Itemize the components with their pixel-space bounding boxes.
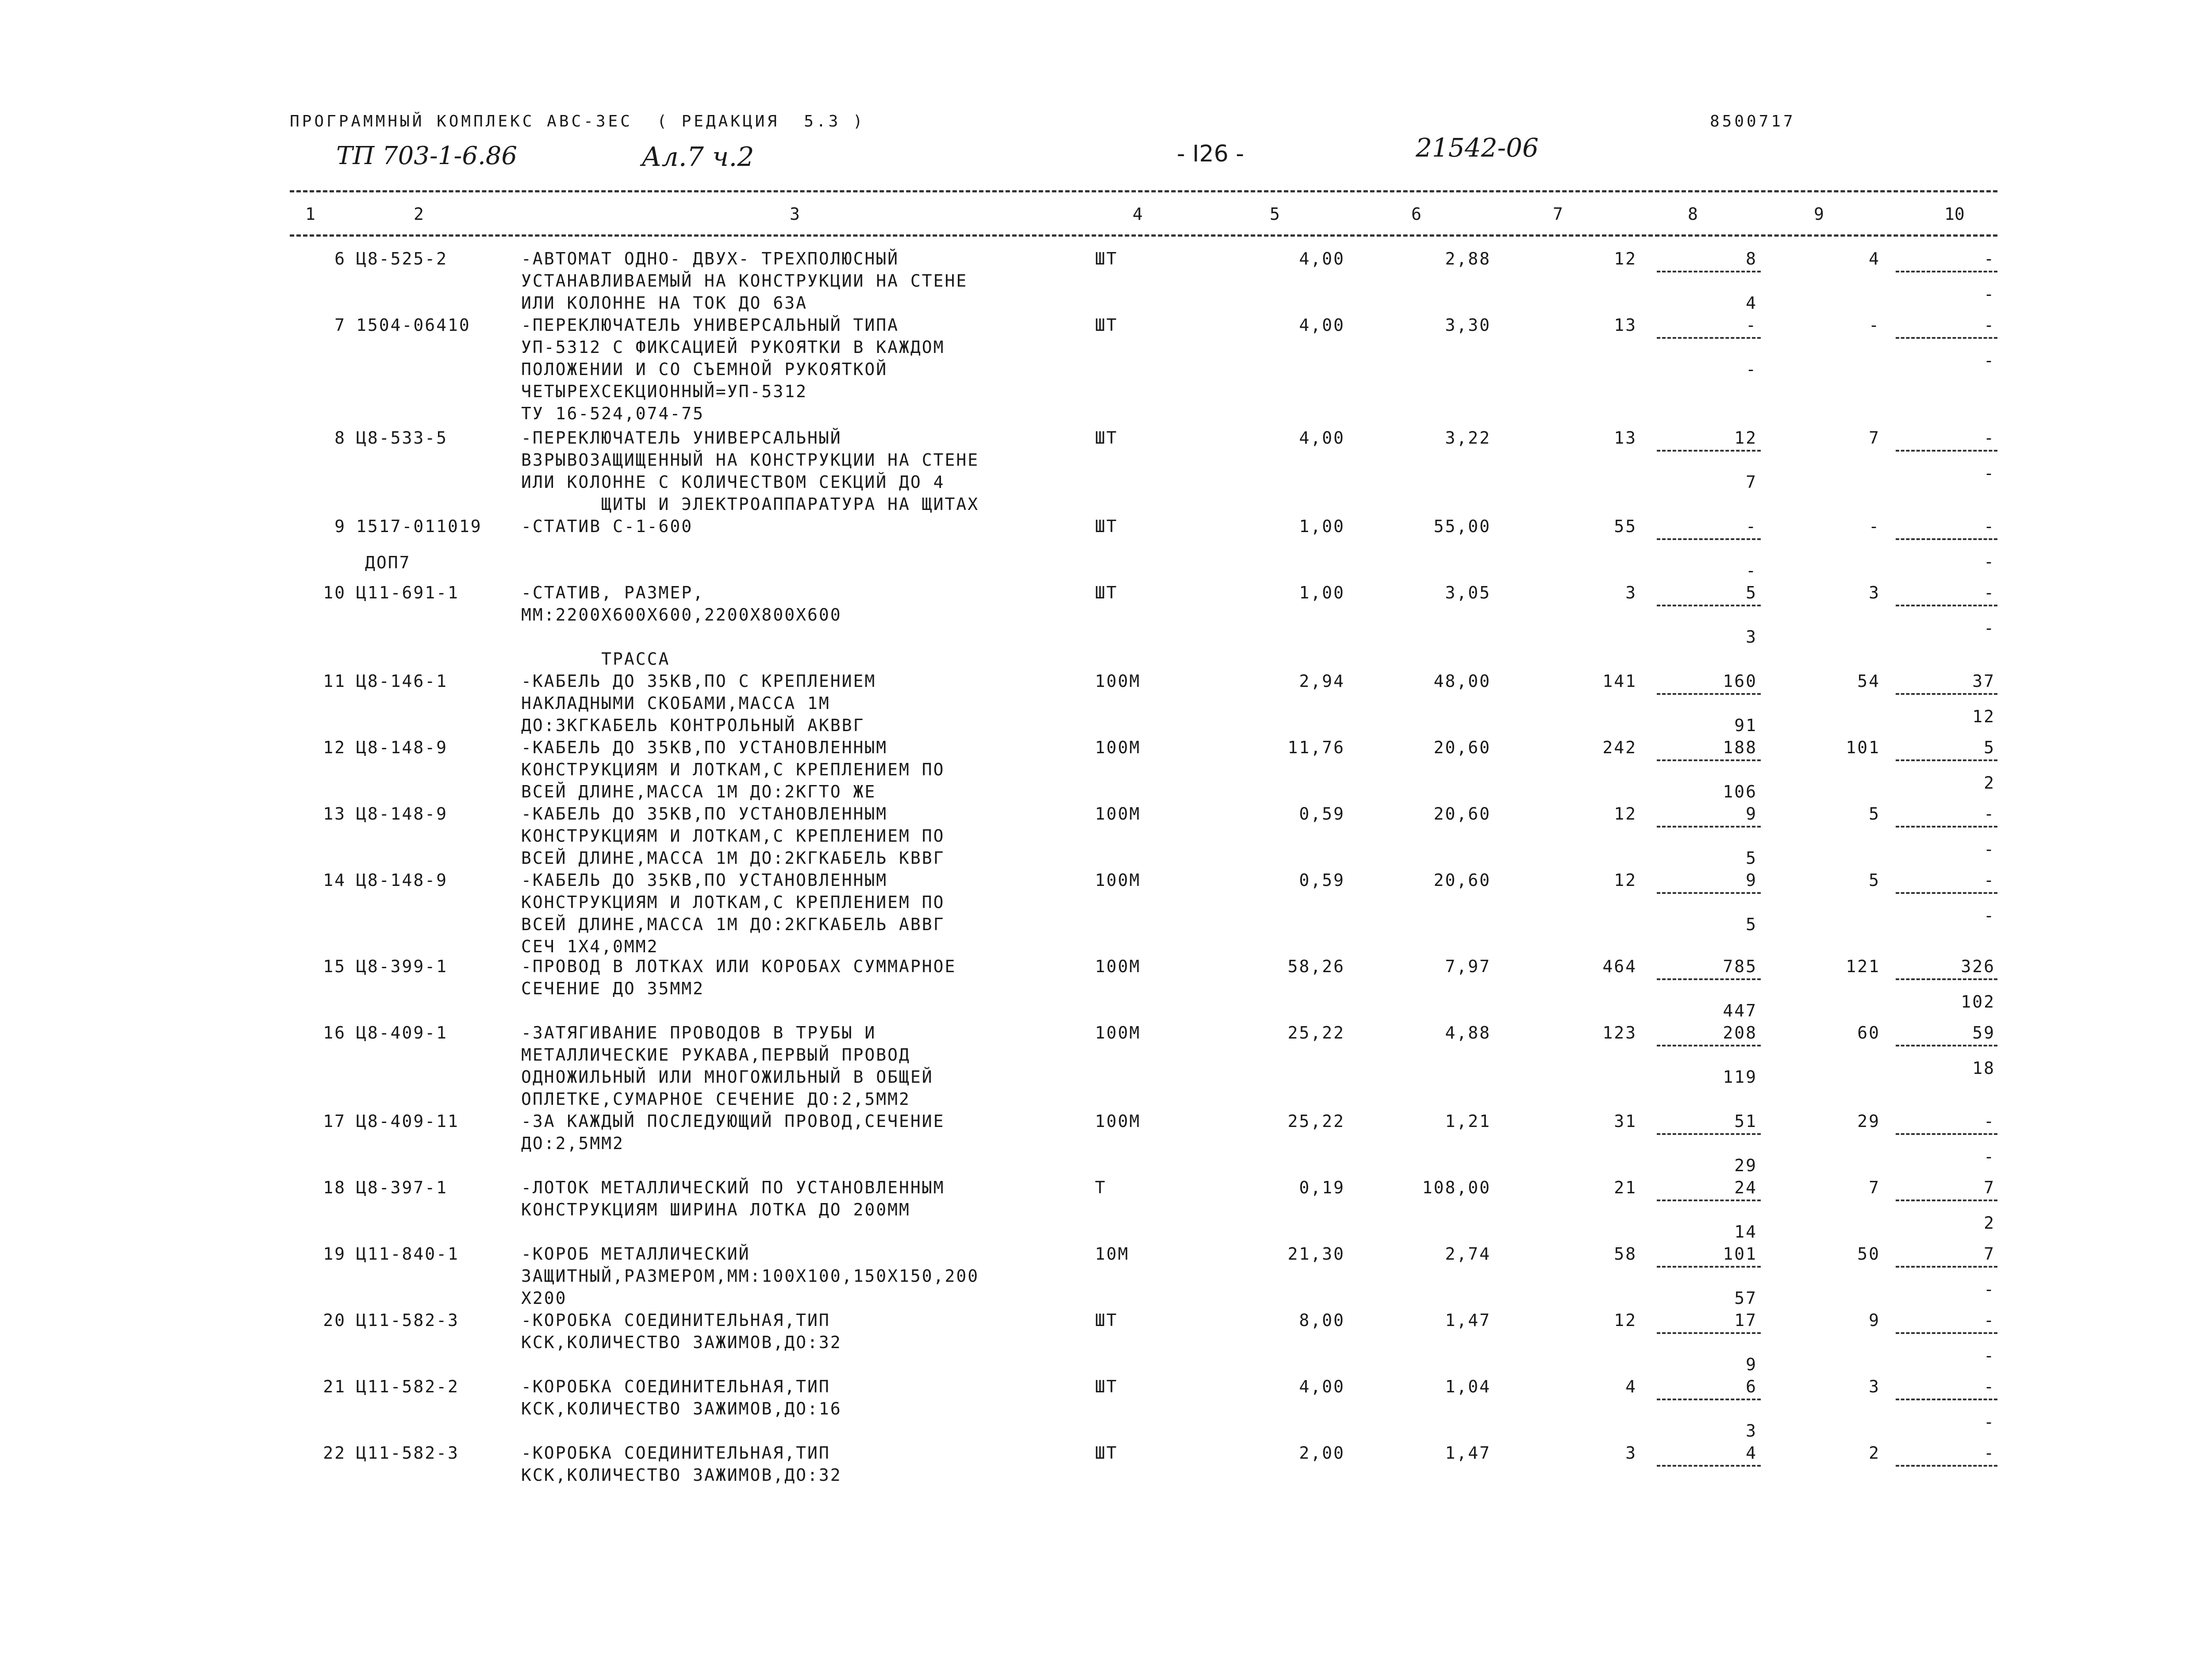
col9-value: 9: [1869, 1311, 1880, 1330]
unit: ШТ: [1095, 1377, 1118, 1396]
item-code: Ц8-533-5: [356, 428, 448, 448]
cell-separator: [1657, 1133, 1761, 1135]
col8-subvalue: 7: [1746, 472, 1757, 492]
item-description: -ПЕРЕКЛЮЧАТЕЛЬ УНИВЕРСАЛЬНЫЙ: [521, 428, 842, 448]
cell-separator: [1896, 1399, 1997, 1400]
quantity: 25,22: [1287, 1111, 1345, 1131]
quantity: 4,00: [1299, 315, 1345, 335]
unit: 100М: [1095, 804, 1141, 824]
item-description: -ПЕРЕКЛЮЧАТЕЛЬ УНИВЕРСАЛЬНЫЙ ТИПА: [521, 315, 899, 335]
item-description: -АВТОМАТ ОДНО- ДВУХ- ТРЕХПОЛЮСНЫЙ: [521, 249, 899, 268]
cell-separator: [1657, 1399, 1761, 1400]
col10-subvalue: -: [1984, 906, 1995, 925]
item-description: КОНСТРУКЦИЯМ И ЛОТКАМ,С КРЕПЛЕНИЕМ ПО: [521, 760, 945, 779]
item-description: ЗАЩИТНЫЙ,РАЗМЕРОМ,ММ:100Х100,150Х150,200: [521, 1266, 979, 1286]
cell-separator: [1657, 978, 1761, 980]
unit: ШТ: [1095, 583, 1118, 602]
column-header: 4: [1133, 204, 1143, 224]
col10-subvalue: -: [1984, 351, 1995, 370]
col8-value: 4: [1746, 1443, 1757, 1463]
quantity: 25,22: [1287, 1023, 1345, 1042]
col10-value: 59: [1972, 1023, 1995, 1042]
quantity: 2,00: [1299, 1443, 1345, 1463]
total-cost: 58: [1614, 1244, 1637, 1264]
item-description: -ЛОТОК МЕТАЛЛИЧЕСКИЙ ПО УСТАНОВЛЕННЫМ: [521, 1178, 945, 1197]
item-description: -ПРОВОД В ЛОТКАХ ИЛИ КОРОБАХ СУММАРНОЕ: [521, 957, 956, 976]
unit-price: 1,21: [1445, 1111, 1491, 1131]
item-code: Ц8-409-1: [356, 1023, 448, 1042]
item-description: УП-5312 С ФИКСАЦИЕЙ РУКОЯТКИ В КАЖДОМ: [521, 337, 945, 357]
row-number: 10: [323, 583, 346, 602]
cell-separator: [1657, 337, 1761, 339]
cell-separator: [1657, 693, 1761, 695]
cell-separator: [1657, 826, 1761, 828]
col10-value: -: [1984, 249, 1995, 268]
col8-subvalue: 57: [1734, 1288, 1757, 1308]
cell-separator: [1896, 978, 1997, 980]
cell-separator: [1657, 1266, 1761, 1268]
quantity: 0,19: [1299, 1178, 1345, 1197]
total-cost: 3: [1625, 1443, 1637, 1463]
item-code: Ц8-146-1: [356, 671, 448, 691]
col8-value: -: [1746, 517, 1757, 536]
column-header: 9: [1814, 204, 1824, 224]
col8-value: 5: [1746, 583, 1757, 602]
col8-value: -: [1746, 315, 1757, 335]
item-code: 1517-011019: [356, 517, 482, 536]
item-description: ТУ 16-524,074-75: [521, 404, 705, 423]
col10-value: -: [1984, 1377, 1995, 1396]
unit-price: 20,60: [1433, 738, 1491, 757]
col9-value: 101: [1846, 738, 1880, 757]
item-code: Ц11-840-1: [356, 1244, 459, 1264]
row-number: 6: [334, 249, 346, 268]
col8-value: 8: [1746, 249, 1757, 268]
item-description: УСТАНАВЛИВАЕМЫЙ НА КОНСТРУКЦИИ НА СТЕНЕ: [521, 271, 968, 291]
unit: Т: [1095, 1178, 1106, 1197]
unit-price: 4,88: [1445, 1023, 1491, 1042]
col9-value: 5: [1869, 804, 1880, 824]
unit-price: 48,00: [1433, 671, 1491, 691]
quantity: 1,00: [1299, 517, 1345, 536]
unit: ШТ: [1095, 1311, 1118, 1330]
col8-subvalue: 5: [1746, 915, 1757, 934]
col10-value: 5: [1984, 738, 1995, 757]
unit: ШТ: [1095, 315, 1118, 335]
item-description: -КАБЕЛЬ ДО 35КВ,ПО УСТАНОВЛЕННЫМ: [521, 738, 888, 757]
column-header: 10: [1944, 204, 1965, 224]
item-description: -КОРОБ МЕТАЛЛИЧЕСКИЙ: [521, 1244, 750, 1264]
item-description: ВСЕЙ ДЛИНЕ,МАССА 1М ДО:2КГКАБЕЛЬ КВВГ: [521, 848, 945, 868]
col8-subvalue: 447: [1723, 1001, 1757, 1020]
total-cost: 12: [1614, 804, 1637, 824]
column-header: 8: [1688, 204, 1698, 224]
col8-subvalue: 91: [1734, 716, 1757, 735]
unit-price: 108,00: [1422, 1178, 1491, 1197]
col10-value: -: [1984, 1443, 1995, 1463]
col8-subvalue: 29: [1734, 1156, 1757, 1175]
col10-subvalue: -: [1984, 1147, 1995, 1166]
unit-price: 55,00: [1433, 517, 1491, 536]
col10-subvalue: -: [1984, 1412, 1995, 1432]
row-number: 12: [323, 738, 346, 757]
col10-value: -: [1984, 517, 1995, 536]
column-header: 1: [305, 204, 315, 224]
quantity: 11,76: [1287, 738, 1345, 757]
item-code: Ц8-148-9: [356, 870, 448, 890]
item-description: ММ:2200Х600Х600,2200Х800Х600: [521, 605, 842, 625]
item-code: Ц11-582-3: [356, 1311, 459, 1330]
row-number: 19: [323, 1244, 346, 1264]
col9-value: 3: [1869, 1377, 1880, 1396]
total-cost: 12: [1614, 249, 1637, 268]
col8-subvalue: 5: [1746, 848, 1757, 868]
item-description: ТРАССА: [521, 649, 670, 669]
col8-value: 208: [1723, 1023, 1757, 1042]
col8-value: 9: [1746, 804, 1757, 824]
total-cost: 3: [1625, 583, 1637, 602]
col10-subvalue: -: [1984, 618, 1995, 638]
row-number: 20: [323, 1311, 346, 1330]
total-cost: 242: [1602, 738, 1637, 757]
quantity: 0,59: [1299, 870, 1345, 890]
total-cost: 12: [1614, 1311, 1637, 1330]
item-description: КСК,КОЛИЧЕСТВО ЗАЖИМОВ,ДО:32: [521, 1333, 842, 1352]
col10-value: -: [1984, 804, 1995, 824]
total-cost: 4: [1625, 1377, 1637, 1396]
item-description: ИЛИ КОЛОННЕ НА ТОК ДО 63А: [521, 293, 807, 313]
unit-price: 20,60: [1433, 870, 1491, 890]
total-cost: 55: [1614, 517, 1637, 536]
quantity: 4,00: [1299, 249, 1345, 268]
unit: ШТ: [1095, 249, 1118, 268]
col10-subvalue: 18: [1972, 1058, 1995, 1078]
row-number: 13: [323, 804, 346, 824]
cell-separator: [1896, 1200, 1997, 1201]
col8-value: 9: [1746, 870, 1757, 890]
cell-separator: [1896, 693, 1997, 695]
total-cost: 12: [1614, 870, 1637, 890]
row-number: 15: [323, 957, 346, 976]
quantity: 4,00: [1299, 428, 1345, 448]
col10-subvalue: 2: [1984, 1213, 1995, 1233]
unit: 100М: [1095, 1111, 1141, 1131]
unit-price: 1,47: [1445, 1311, 1491, 1330]
col8-subvalue: 106: [1723, 782, 1757, 801]
handwritten-doc-number: 21542-06: [1416, 133, 1539, 163]
item-description: СЕЧ 1Х4,0ММ2: [521, 937, 659, 956]
quantity: 21,30: [1287, 1244, 1345, 1264]
item-description: ВЗРЫВОЗАЩИЩЕННЫЙ НА КОНСТРУКЦИИ НА СТЕНЕ: [521, 450, 979, 470]
col8-value: 17: [1734, 1311, 1757, 1330]
col8-subvalue: 119: [1723, 1067, 1757, 1087]
item-description: -СТАТИВ С-1-600: [521, 517, 693, 536]
col10-value: -: [1984, 428, 1995, 448]
item-description: -ЗА КАЖДЫЙ ПОСЛЕДУЮЩИЙ ПРОВОД,СЕЧЕНИЕ: [521, 1111, 945, 1131]
item-code: 1504-06410: [356, 315, 471, 335]
row-number: 22: [323, 1443, 346, 1463]
quantity: 4,00: [1299, 1377, 1345, 1396]
row-number: 17: [323, 1111, 346, 1131]
column-header: 5: [1270, 204, 1280, 224]
cell-separator: [1896, 605, 1997, 606]
top-rule: [290, 190, 1997, 192]
row-number: 9: [334, 517, 346, 536]
row-number: 16: [323, 1023, 346, 1042]
unit: 10М: [1095, 1244, 1129, 1264]
col10-subvalue: -: [1984, 464, 1995, 483]
total-cost: 31: [1614, 1111, 1637, 1131]
document-code: 8500717: [1710, 112, 1796, 130]
col10-subvalue: 2: [1984, 773, 1995, 793]
row-number: 8: [334, 428, 346, 448]
col9-value: 121: [1846, 957, 1880, 976]
unit: 100М: [1095, 738, 1141, 757]
cell-separator: [1657, 271, 1761, 272]
cell-separator: [1657, 1200, 1761, 1201]
cell-separator: [1657, 605, 1761, 606]
item-code: Ц8-409-11: [356, 1111, 459, 1131]
album-label: Ал.7 ч.2: [641, 142, 754, 172]
item-description: -КАБЕЛЬ ДО 35КВ,ПО С КРЕПЛЕНИЕМ: [521, 671, 876, 691]
cell-separator: [1896, 1332, 1997, 1334]
col8-value: 160: [1723, 671, 1757, 691]
col8-subvalue: 3: [1746, 627, 1757, 647]
col9-value: 7: [1869, 428, 1880, 448]
item-description: КОНСТРУКЦИЯМ ШИРИНА ЛОТКА ДО 200ММ: [521, 1200, 910, 1219]
col9-value: 50: [1857, 1244, 1880, 1264]
page-number: - I26 -: [1177, 141, 1244, 167]
col10-value: -: [1984, 1311, 1995, 1330]
col8-value: 51: [1734, 1111, 1757, 1131]
item-description: -ЗАТЯГИВАНИЕ ПРОВОДОВ В ТРУБЫ И: [521, 1023, 876, 1042]
cell-separator: [1657, 450, 1761, 452]
header-rule: [290, 234, 1997, 237]
cell-separator: [1896, 892, 1997, 894]
quantity: 0,59: [1299, 804, 1345, 824]
cell-separator: [1896, 826, 1997, 828]
project-number: ТП 703-1-6.86: [336, 142, 518, 170]
col9-value: 3: [1869, 583, 1880, 602]
item-description: ИЛИ КОЛОННЕ С КОЛИЧЕСТВОМ СЕКЦИЙ ДО 4: [521, 472, 945, 492]
item-description: КСК,КОЛИЧЕСТВО ЗАЖИМОВ,ДО:16: [521, 1399, 842, 1418]
item-code: Ц8-148-9: [356, 738, 448, 757]
item-description: -СТАТИВ, РАЗМЕР,: [521, 583, 705, 602]
item-description: -КОРОБКА СОЕДИНИТЕЛЬНАЯ,ТИП: [521, 1443, 830, 1463]
item-description: ЧЕТЫРЕХСЕКЦИОННЫЙ=УП-5312: [521, 382, 807, 401]
unit: 100М: [1095, 671, 1141, 691]
unit: ШТ: [1095, 428, 1118, 448]
item-description: МЕТАЛЛИЧЕСКИЕ РУКАВА,ПЕРВЫЙ ПРОВОД: [521, 1045, 910, 1065]
column-header: 2: [414, 204, 424, 224]
col9-value: 60: [1857, 1023, 1880, 1042]
cell-separator: [1896, 1266, 1997, 1268]
quantity: 8,00: [1299, 1311, 1345, 1330]
col9-value: 54: [1857, 671, 1880, 691]
row-number: 11: [323, 671, 346, 691]
unit-price: 1,04: [1445, 1377, 1491, 1396]
item-code: Ц8-397-1: [356, 1178, 448, 1197]
item-description: ПОЛОЖЕНИИ И СО СЪЕМНОЙ РУКОЯТКОЙ: [521, 360, 888, 379]
total-cost: 464: [1602, 957, 1637, 976]
cell-separator: [1896, 337, 1997, 339]
col9-value: 29: [1857, 1111, 1880, 1131]
item-description: ДО:3КГКАБЕЛЬ КОНТРОЛЬНЫЙ АКВВГ: [521, 716, 865, 735]
total-cost: 21: [1614, 1178, 1637, 1197]
col10-subvalue: -: [1984, 1346, 1995, 1365]
item-description: -КОРОБКА СОЕДИНИТЕЛЬНАЯ,ТИП: [521, 1311, 830, 1330]
col9-value: 4: [1869, 249, 1880, 268]
col8-value: 24: [1734, 1178, 1757, 1197]
column-header: 3: [790, 204, 800, 224]
item-description: -КОРОБКА СОЕДИНИТЕЛЬНАЯ,ТИП: [521, 1377, 830, 1396]
item-description: КОНСТРУКЦИЯМ И ЛОТКАМ,С КРЕПЛЕНИЕМ ПО: [521, 826, 945, 846]
quantity: 58,26: [1287, 957, 1345, 976]
item-code: Ц8-399-1: [356, 957, 448, 976]
column-header-row: [290, 204, 1997, 226]
col9-value: -: [1869, 517, 1880, 536]
item-description: КСК,КОЛИЧЕСТВО ЗАЖИМОВ,ДО:32: [521, 1465, 842, 1485]
col9-value: 5: [1869, 870, 1880, 890]
item-code: Ц11-582-2: [356, 1377, 459, 1396]
row-number: 7: [334, 315, 346, 335]
item-description: ДО:2,5ММ2: [521, 1134, 624, 1153]
row-number: 18: [323, 1178, 346, 1197]
col8-subvalue: -: [1746, 360, 1757, 379]
col10-value: 326: [1961, 957, 1995, 976]
col8-subvalue: 14: [1734, 1222, 1757, 1242]
col10-subvalue: -: [1984, 552, 1995, 571]
col10-value: 37: [1972, 671, 1995, 691]
quantity: 1,00: [1299, 583, 1345, 602]
item-description: -КАБЕЛЬ ДО 35КВ,ПО УСТАНОВЛЕННЫМ: [521, 804, 888, 824]
col9-value: 2: [1869, 1443, 1880, 1463]
item-description: НАКЛАДНЫМИ СКОБАМИ,МАССА 1М: [521, 694, 830, 713]
col8-subvalue: 4: [1746, 293, 1757, 313]
item-description: Х200: [521, 1288, 567, 1308]
col10-value: -: [1984, 583, 1995, 602]
unit-price: 7,97: [1445, 957, 1491, 976]
item-description: ВСЕЙ ДЛИНЕ,МАССА 1М ДО:2КГТО ЖЕ: [521, 782, 876, 801]
unit: ШТ: [1095, 517, 1118, 536]
col10-subvalue: -: [1984, 1280, 1995, 1299]
cell-separator: [1657, 1465, 1761, 1467]
column-header: 7: [1553, 204, 1563, 224]
unit-price: 3,05: [1445, 583, 1491, 602]
col9-value: -: [1869, 315, 1880, 335]
column-header: 6: [1411, 204, 1421, 224]
unit-price: 1,47: [1445, 1443, 1491, 1463]
col10-subvalue: -: [1984, 839, 1995, 859]
item-description: ОПЛЕТКЕ,СУМАРНОЕ СЕЧЕНИЕ ДО:2,5ММ2: [521, 1089, 910, 1109]
cell-separator: [1657, 1332, 1761, 1334]
col8-subvalue: 9: [1746, 1355, 1757, 1374]
cell-separator: [1657, 538, 1761, 540]
col8-value: 101: [1723, 1244, 1757, 1264]
program-title: ПРОГРАММНЫЙ КОМПЛЕКС АВС-3ЕС ( РЕДАКЦИЯ 5.3 ): [290, 112, 865, 130]
unit: ШТ: [1095, 1443, 1118, 1463]
item-description: ВСЕЙ ДЛИНЕ,МАССА 1М ДО:2КГКАБЕЛЬ АВВГ: [521, 915, 945, 934]
col10-value: -: [1984, 315, 1995, 335]
col8-value: 188: [1723, 738, 1757, 757]
item-code: Ц8-148-9: [356, 804, 448, 824]
col10-value: -: [1984, 870, 1995, 890]
item-description: ЩИТЫ И ЭЛЕКТРОАППАРАТУРА НА ЩИТАХ: [521, 494, 979, 514]
item-description: ОДНОЖИЛЬНЫЙ ИЛИ МНОГОЖИЛЬНЫЙ В ОБЩЕЙ: [521, 1067, 933, 1087]
col10-value: 7: [1984, 1244, 1995, 1264]
item-code: Ц8-525-2: [356, 249, 448, 268]
unit-price: 3,22: [1445, 428, 1491, 448]
total-cost: 141: [1602, 671, 1637, 691]
row-number: 14: [323, 870, 346, 890]
item-description: КОНСТРУКЦИЯМ И ЛОТКАМ,С КРЕПЛЕНИЕМ ПО: [521, 893, 945, 912]
item-code-suffix: ДОП7: [365, 553, 411, 572]
col9-value: 7: [1869, 1178, 1880, 1197]
total-cost: 13: [1614, 428, 1637, 448]
col10-value: 7: [1984, 1178, 1995, 1197]
unit: 100М: [1095, 870, 1141, 890]
unit-price: 3,30: [1445, 315, 1491, 335]
cell-separator: [1896, 450, 1997, 452]
col10-value: -: [1984, 1111, 1995, 1131]
quantity: 2,94: [1299, 671, 1345, 691]
item-code: Ц11-582-3: [356, 1443, 459, 1463]
row-number: 21: [323, 1377, 346, 1396]
item-description: СЕЧЕНИЕ ДО 35ММ2: [521, 979, 705, 998]
col8-value: 6: [1746, 1377, 1757, 1396]
unit-price: 2,88: [1445, 249, 1491, 268]
cell-separator: [1896, 538, 1997, 540]
item-code: Ц11-691-1: [356, 583, 459, 602]
cell-separator: [1896, 1133, 1997, 1135]
col10-subvalue: 102: [1961, 992, 1995, 1012]
cell-separator: [1896, 1045, 1997, 1046]
col10-subvalue: 12: [1972, 707, 1995, 726]
total-cost: 123: [1602, 1023, 1637, 1042]
unit: 100М: [1095, 957, 1141, 976]
total-cost: 13: [1614, 315, 1637, 335]
col8-value: 785: [1723, 957, 1757, 976]
col8-subvalue: -: [1746, 561, 1757, 580]
unit-price: 20,60: [1433, 804, 1491, 824]
unit: 100М: [1095, 1023, 1141, 1042]
unit-price: 2,74: [1445, 1244, 1491, 1264]
cell-separator: [1896, 271, 1997, 272]
cell-separator: [1896, 1465, 1997, 1467]
item-description: -КАБЕЛЬ ДО 35КВ,ПО УСТАНОВЛЕННЫМ: [521, 870, 888, 890]
cell-separator: [1657, 1045, 1761, 1046]
cell-separator: [1657, 759, 1761, 761]
col8-subvalue: 3: [1746, 1421, 1757, 1441]
col10-subvalue: -: [1984, 284, 1995, 304]
col8-value: 12: [1734, 428, 1757, 448]
cell-separator: [1896, 759, 1997, 761]
cell-separator: [1657, 892, 1761, 894]
